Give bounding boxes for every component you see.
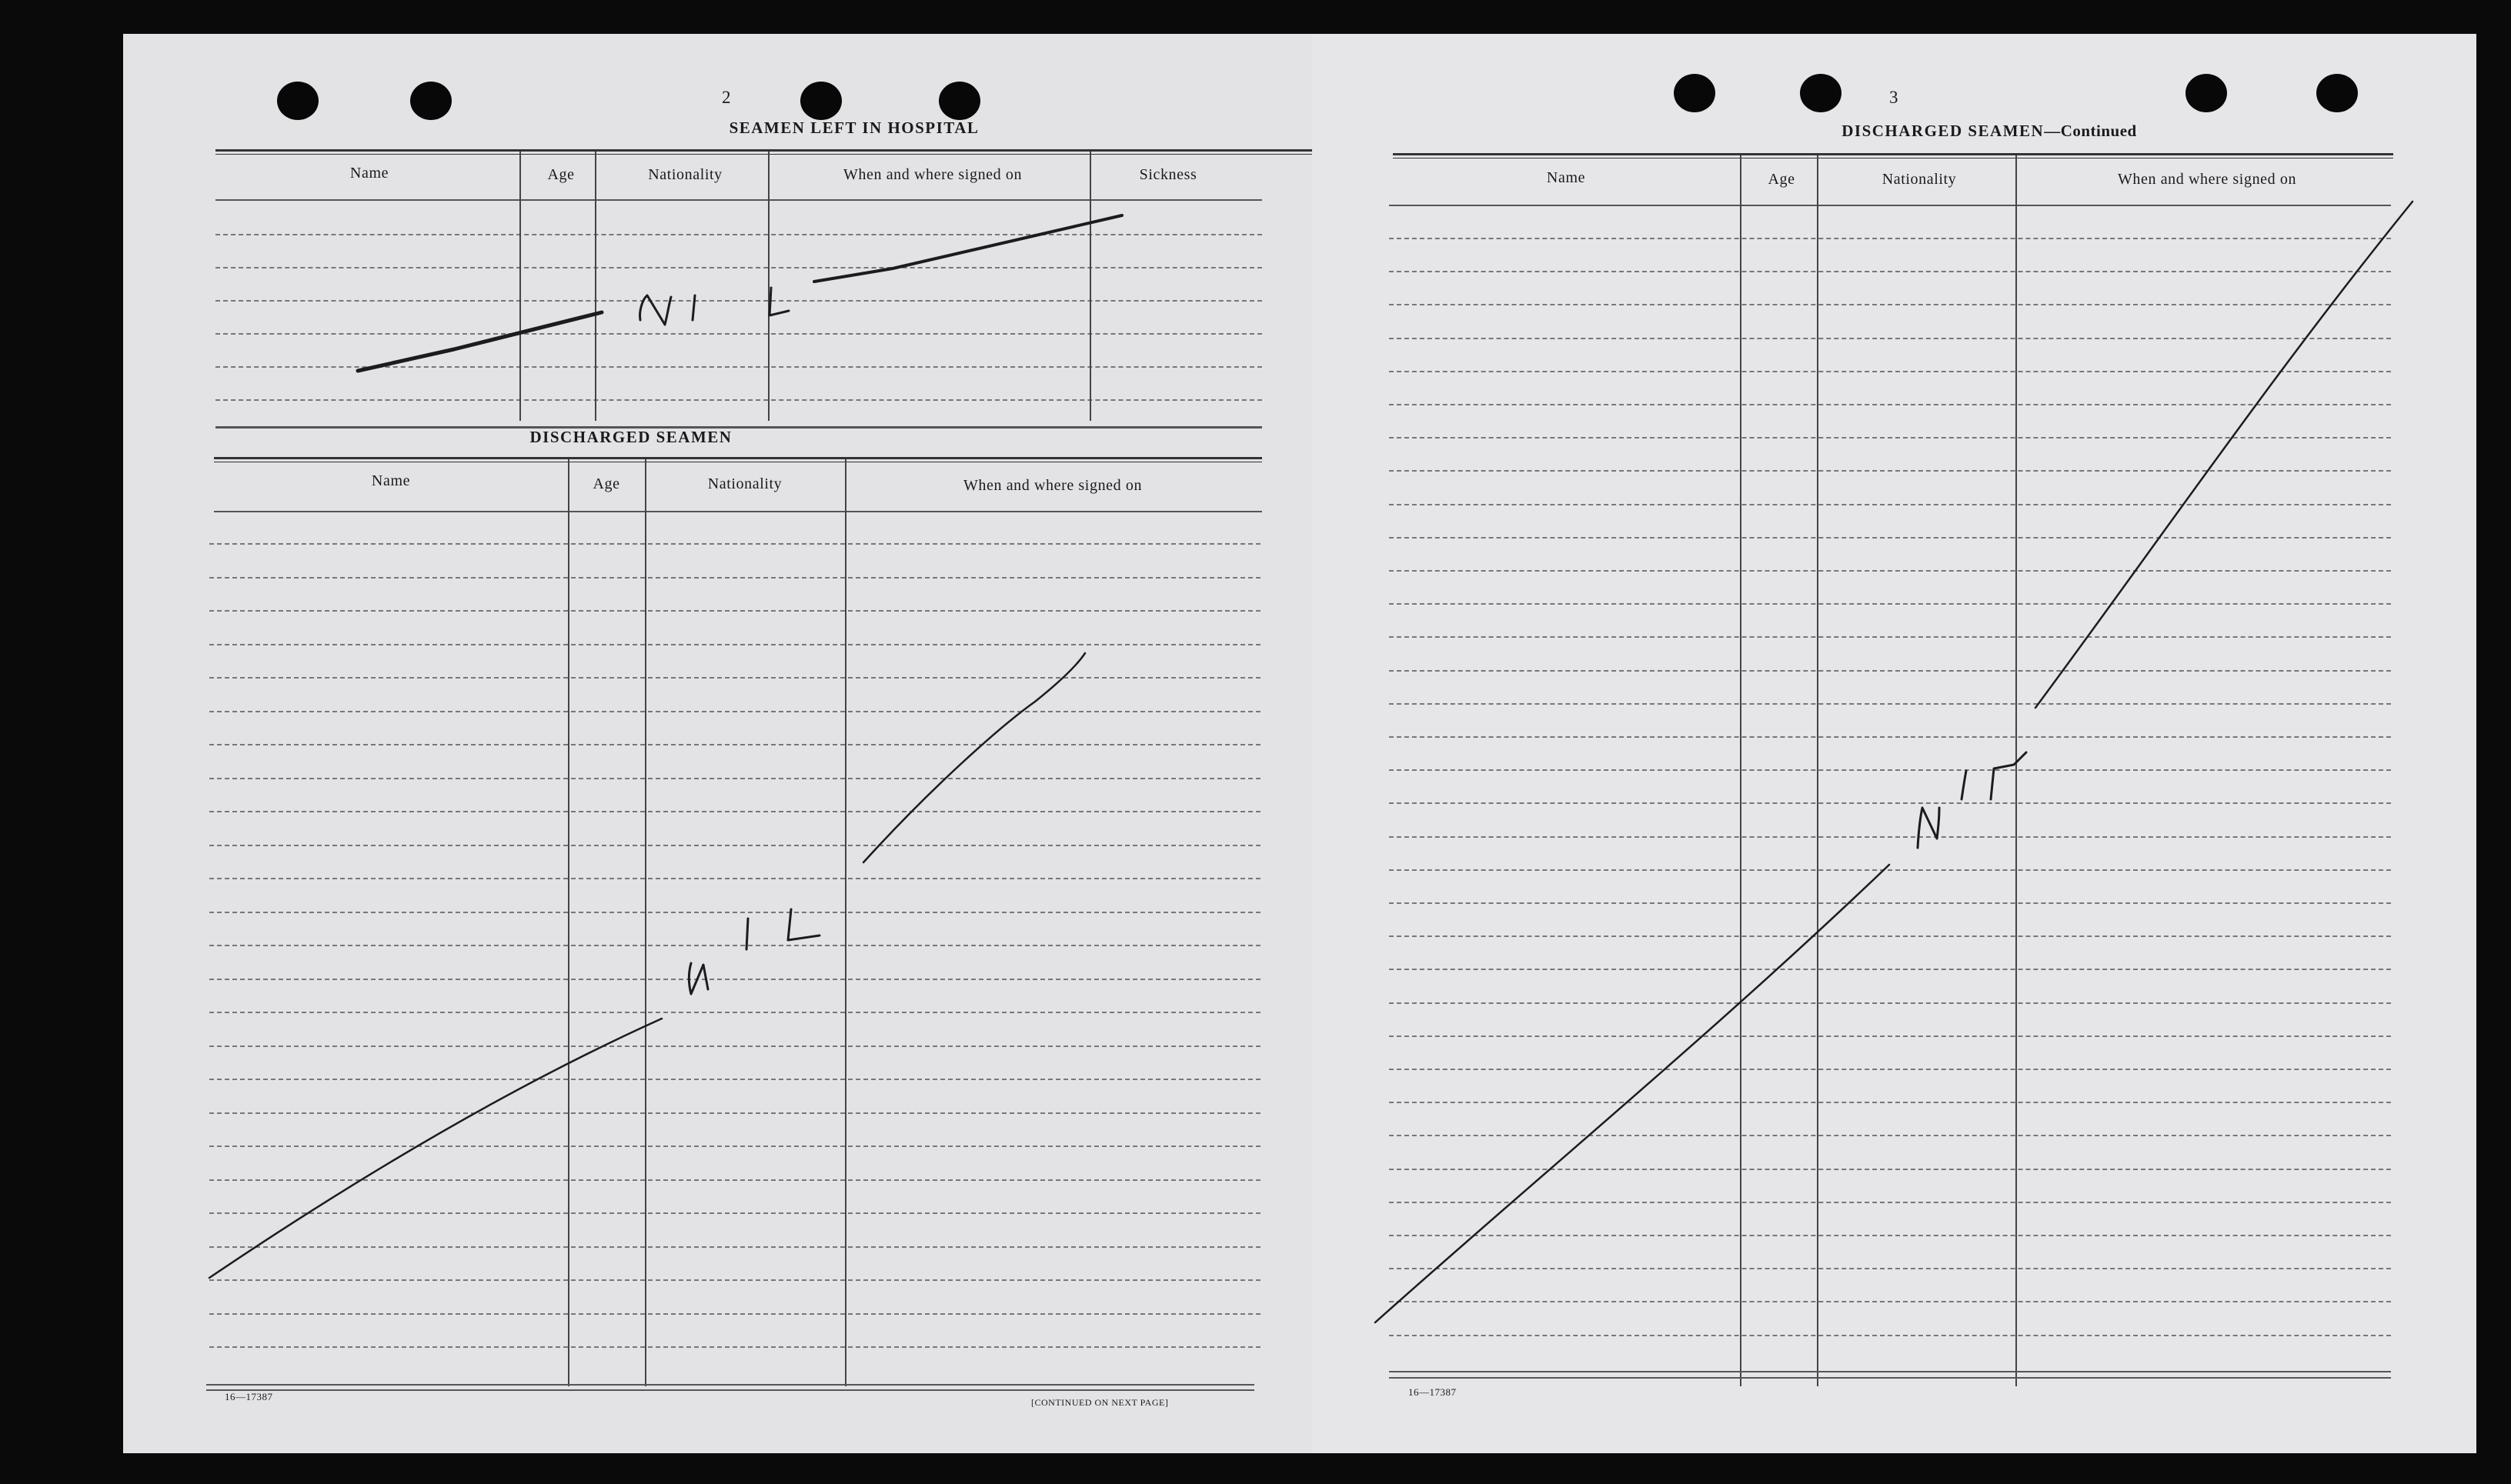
column-header-age: Age xyxy=(547,166,575,183)
column-header-nationality: Nationality xyxy=(648,166,723,183)
pencil-stroke xyxy=(1991,752,2026,799)
section-title: DISCHARGED SEAMEN xyxy=(1842,122,2045,140)
right-page xyxy=(1312,34,2476,1453)
page-number: 3 xyxy=(1889,88,1898,107)
pencil-strike-marks xyxy=(123,34,1312,1453)
column-header-signed-on: When and where signed on xyxy=(963,477,1143,494)
pencil-stroke xyxy=(689,963,708,994)
pencil-stroke xyxy=(863,653,1085,862)
section-title-hospital: SEAMEN LEFT IN HOSPITAL xyxy=(729,118,980,137)
column-header-signed-on: When and where signed on xyxy=(2117,171,2297,188)
pencil-stroke xyxy=(693,295,695,320)
pencil-strike-marks xyxy=(1312,34,2476,1453)
page-number: 2 xyxy=(722,88,731,107)
pencil-stroke xyxy=(640,295,671,325)
column-header-age: Age xyxy=(1768,171,1795,188)
left-page xyxy=(123,34,1312,1453)
pencil-stroke xyxy=(788,909,820,940)
continued-note: [CONTINUED ON NEXT PAGE] xyxy=(1031,1397,1169,1408)
column-header-sickness: Sickness xyxy=(1139,166,1197,183)
column-header-age: Age xyxy=(593,475,620,492)
pencil-stroke xyxy=(209,1019,662,1278)
pencil-stroke xyxy=(1375,865,1889,1322)
column-header-nationality: Nationality xyxy=(1882,171,1957,188)
column-header-signed-on: When and where signed on xyxy=(843,166,1023,183)
pencil-stroke xyxy=(1918,808,1939,848)
form-number: 16—17387 xyxy=(225,1391,273,1402)
pencil-stroke xyxy=(358,312,602,371)
pencil-stroke xyxy=(814,215,1122,282)
section-title-discharged: DISCHARGED SEAMEN xyxy=(529,428,733,446)
pencil-stroke xyxy=(2035,202,2412,708)
form-number: 16—17387 xyxy=(1408,1386,1457,1398)
column-header-name: Name xyxy=(371,472,411,489)
column-header-nationality: Nationality xyxy=(707,475,783,492)
pencil-stroke xyxy=(770,288,789,315)
section-title-suffix: —Continued xyxy=(2044,122,2137,140)
column-header-name: Name xyxy=(349,165,389,182)
pencil-stroke xyxy=(1962,771,1966,799)
column-header-name: Name xyxy=(1546,169,1586,186)
pencil-stroke xyxy=(746,919,748,949)
